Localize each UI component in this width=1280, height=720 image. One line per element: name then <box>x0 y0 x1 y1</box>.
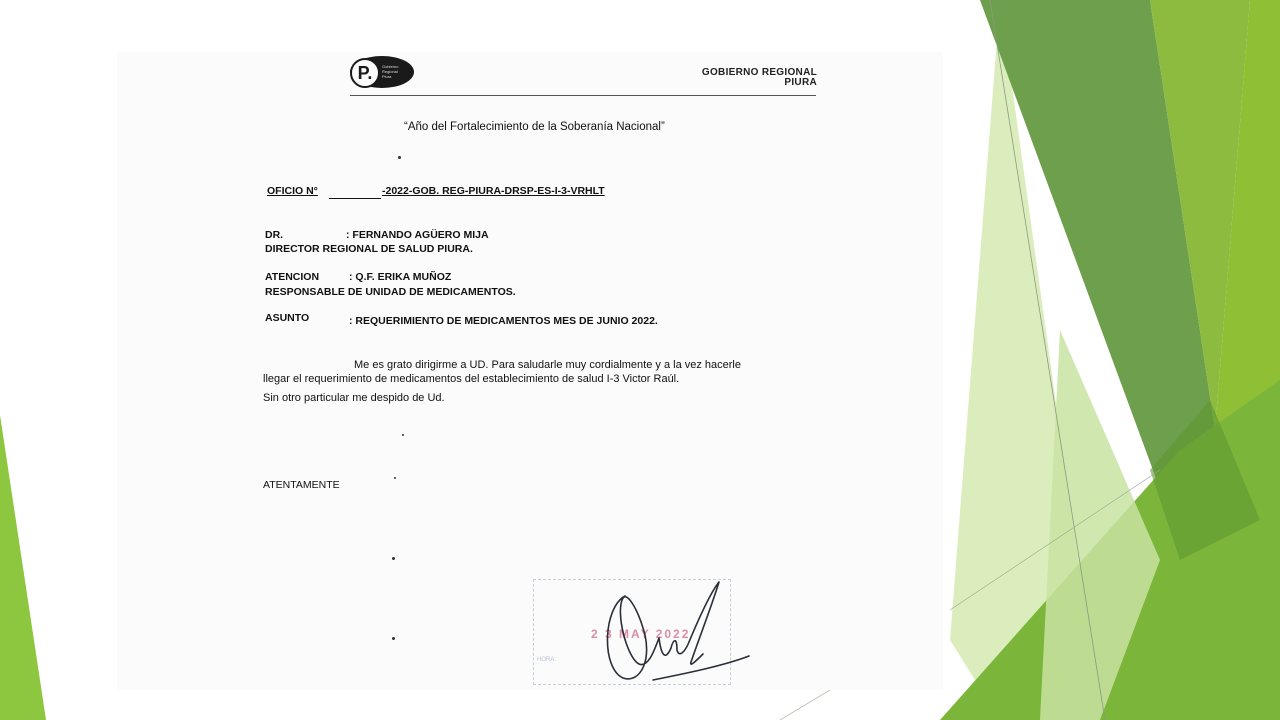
thin-line <box>780 690 830 720</box>
oficio-blank-line <box>329 198 381 199</box>
oficio-number: -2022-GOB. REG-PIURA-DRSP-ES-I-3-VRHLT <box>382 185 605 197</box>
handwritten-signature <box>593 578 753 690</box>
oficio-label: OFICIO N° <box>267 185 318 197</box>
header-rule <box>350 95 816 96</box>
header-organization <box>702 68 817 88</box>
to-name: : FERNANDO AGÜERO MIJA <box>346 229 489 241</box>
attention-label: ATENCION <box>265 271 320 283</box>
logo-small-text: Gobierno Regional Piura <box>382 64 399 79</box>
gobierno-regional-logo <box>350 56 414 88</box>
stamp-date: 2 3 MAY 2022 <box>591 627 691 641</box>
left-green-strip <box>0 415 46 720</box>
header-org-line1: GOBIERNO REGIONAL <box>701 67 817 78</box>
attention-title: RESPONSABLE DE UNIDAD DE MEDICAMENTOS. <box>265 286 516 298</box>
logo-letter: P. <box>350 58 380 88</box>
motto: “Año del Fortalecimiento de la Soberanía Nacional” <box>404 121 665 133</box>
closing-line: Sin otro particular me despido de Ud. <box>263 392 445 404</box>
scan-dot <box>392 637 395 640</box>
scan-dot <box>402 434 404 436</box>
scan-dot <box>392 557 395 560</box>
stamp-label: HORA: <box>537 657 557 663</box>
body-line1: Me es grato dirigirme a UD. Para saludarle muy cordialmente y a la vez hacerle <box>354 359 741 371</box>
to-title: DIRECTOR REGIONAL DE SALUD PIURA. <box>265 243 473 255</box>
scanned-document <box>117 52 943 690</box>
to-label: DR. <box>265 229 284 241</box>
subject-text: : REQUERIMIENTO DE MEDICAMENTOS MES DE JUNIO 2022. <box>349 315 658 327</box>
body-line2: llegar el requerimiento de medicamentos del establecimiento de salud I-3 Victor Raúl. <box>263 373 680 385</box>
signoff: ATENTAMENTE <box>263 479 340 491</box>
scan-dot <box>398 156 401 159</box>
subject-label: ASUNTO <box>265 312 310 324</box>
attention-name: : Q.F. ERIKA MUÑOZ <box>349 271 452 283</box>
header-org-line2: PIURA <box>784 77 817 88</box>
scan-dot <box>394 477 396 479</box>
